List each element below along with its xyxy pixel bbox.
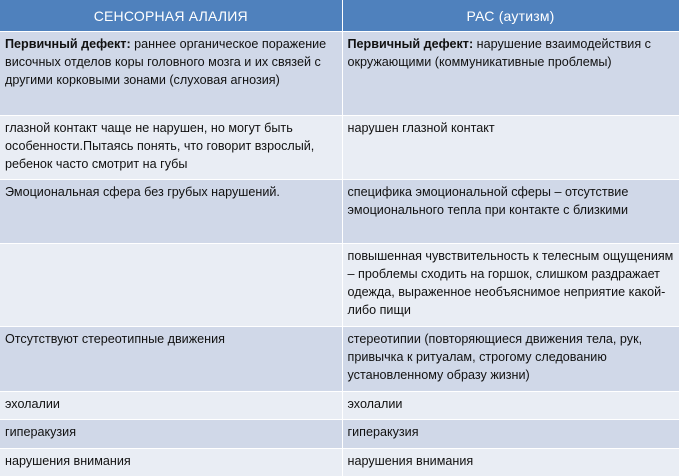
cell-left [0, 244, 342, 327]
header-row [0, 0, 679, 32]
cell-right: нарушения внимания [342, 449, 679, 476]
cell-left: эхолалии [0, 392, 342, 420]
cell-right: гиперакузия [342, 420, 679, 449]
cell-left: Отсутствуют стереотипные движения [0, 327, 342, 392]
cell-left [0, 32, 342, 116]
cell-right [342, 32, 679, 116]
table-row [0, 327, 679, 392]
cell-left: гиперакузия [0, 420, 342, 449]
table-row [0, 449, 679, 476]
cell-right: эхолалии [342, 392, 679, 420]
table-row [0, 420, 679, 449]
table-row [0, 116, 679, 180]
table-row [0, 244, 679, 327]
table-row [0, 180, 679, 244]
cell-left: Эмоциональная сфера без грубых нарушений. [0, 180, 342, 244]
cell-left: глазной контакт чаще не нарушен, но могут быть особенности.Пытаясь понять, что говорит взрослый, ребенок часто смотрит на губы [0, 116, 342, 180]
cell-right: нарушен глазной контакт [342, 116, 679, 180]
header-asd-autism: РАС (аутизм) [342, 0, 679, 32]
primary-defect-label: Первичный дефект: [5, 37, 131, 51]
header-sensory-alalia: СЕНСОРНАЯ АЛАЛИЯ [0, 0, 342, 32]
primary-defect-label: Первичный дефект: [347, 37, 474, 51]
table-row [0, 32, 679, 116]
cell-right: стереотипии (повторяющиеся движения тела, рук, привычка к ритуалам, строгому следованию установленному образу жизни) [342, 327, 679, 392]
primary-defect-text: раннее органическое поражение височных отделов коры головного мозга и их связей с другими корковыми зонами (слуховая агнозия) [5, 37, 327, 87]
primary-defect-text: нарушение взаимодействия с окружающими (коммуникативные проблемы) [347, 37, 651, 69]
cell-right: повышенная чувствительность к телесным ощущениям – проблемы сходить на горшок, слишком раздражает одежда, выраженное необъяснимое неприятие какой-либо пищи [342, 244, 679, 327]
cell-left: нарушения внимания [0, 449, 342, 476]
table-row [0, 392, 679, 420]
cell-right: специфика эмоциональной сферы – отсутствие эмоционального тепла при контакте с близкими [342, 180, 679, 244]
